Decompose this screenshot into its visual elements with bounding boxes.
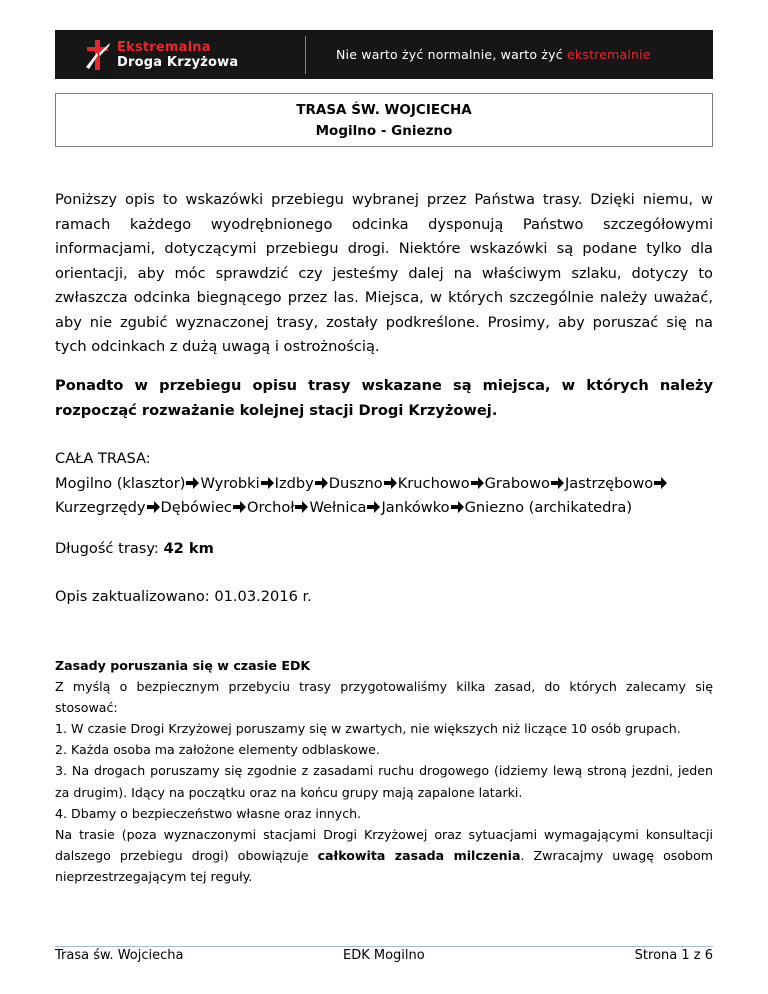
route-stop: Kurzegrzędy [55,499,146,516]
route-section [55,447,713,521]
route-subtitle: Mogilno - Gniezno [315,123,453,139]
silence-rule-end: . Zwracajmy uwagę osobom nieprzestrzegającym tej reguły. [55,847,714,884]
arrow-right-icon [233,501,246,513]
route-stop: Mogilno (klasztor) [55,474,186,492]
arrow-right-icon [147,501,160,513]
rule-item: 3. Na drogach poruszamy się zgodnie z zasadami ruchu drogowego (idziemy lewą stroną jezdni, jeden za drugim). Idący na początku oraz na końcu grupy mają zapalone latarki. [55,763,713,800]
logo-title-line1: Ekstremalna [117,39,211,55]
arrow-right-icon [654,477,667,489]
cross-logo-icon [85,39,111,71]
route-line-1 [55,472,713,497]
route-stop: Jastrzębowo [564,474,654,492]
arrow-right-icon [451,501,464,513]
rule-item: 1. W czasie Drogi Krzyżowej poruszamy się w zwartych, nie większych niż liczące 10 osób grupach. [55,721,681,737]
arrow-right-icon [367,501,380,513]
silence-rule [55,824,713,887]
arrow-right-icon [315,477,328,489]
slogan [336,47,651,62]
slogan-text: Nie warto żyć normalnie, warto żyć [336,47,568,62]
route-stop: Wyrobki [200,474,260,492]
route-stop: Grabowo [484,474,550,492]
rule-item: 2. Każda osoba ma założone elementy odblaskowe. [55,742,380,758]
rules-section [55,655,713,887]
rule-item: 4. Dbamy o bezpieczeństwo własne oraz innych. [55,805,362,821]
route-title-box [55,93,713,147]
rules-intro: Z myślą o bezpiecznym przebyciu trasy przygotowaliśmy kilka zasad, do których zalecamy się stosować: [55,679,713,716]
intro-paragraph: Poniższy opis to wskazówki przebiegu wybranej przez Państwa trasy. Dzięki niemu, w ramach każdego wyodrębnionego odcinka dysponują Państwo szczegółowymi informacjami, dotyczącymi przebiegu drogi. Niektóre wskazówki są podane tylko dla orientacji, aby móc sprawdzić czy jesteśmy dalej na właściwym szlaku, dotyczy to zwłaszcza odcinka biegnącego przez las. Miejsca, w których szczególnie należy uważać, aby nie zgubić wyznaczonej trasy, zostały podkreślone. Prosimy, aby poruszać się na tych odcinkach z dużą uwagą i ostrożnością. [55,191,713,355]
footer-page-number: Strona 1 z 6 [634,948,713,963]
silence-rule-text: Na trasie (poza wyznaczonymi stacjami Drogi Krzyżowej oraz sytuacjami wymagającymi konsultacji dalszego przebiegu drogi) obowiązuje [55,826,713,863]
silence-rule-bold: całkowita zasada milczenia [317,847,521,863]
route-length-label: Długość trasy: [55,540,164,557]
route-length-value: 42 km [163,540,214,557]
route-stop: Kruchowo [397,474,470,492]
arrow-right-icon [186,477,199,489]
footer-route-name: Trasa św. Wojciecha [55,948,184,963]
route-stop: Wełnica [309,499,367,516]
route-stop: Jankówko [381,499,450,516]
arrow-right-icon [261,477,274,489]
header-banner [55,30,713,79]
update-date: Opis zaktualizowano: 01.03.2016 r. [55,588,312,605]
route-stop: Dębówiec [160,499,232,516]
route-stop: Gniezno (archikatedra) [464,499,633,516]
banner-divider [305,36,306,74]
route-label: CAŁA TRASA: [55,450,151,467]
arrow-right-icon [551,477,564,489]
route-length [55,537,713,562]
slogan-accent: ekstremalnie [567,47,651,62]
footer-edk-name: EDK Mogilno [343,948,425,963]
route-stop: Orchoł [246,499,295,516]
edk-logo [55,39,300,71]
arrow-right-icon [471,477,484,489]
page-footer [55,945,713,967]
route-title: TRASA ŚW. WOJCIECHA [296,102,472,118]
rules-heading: Zasady poruszania się w czasie EDK [55,658,311,673]
logo-title-line2: Droga Krzyżowa [117,54,239,70]
arrow-right-icon [384,477,397,489]
arrow-right-icon [295,501,308,513]
route-stop: Izdby [274,474,314,492]
route-line-2 [55,496,713,521]
stations-note: Ponadto w przebiegu opisu trasy wskazane są miejsca, w których należy rozpocząć rozważanie kolejnej stacji Drogi Krzyżowej. [55,377,713,419]
route-stop: Duszno [328,474,383,492]
